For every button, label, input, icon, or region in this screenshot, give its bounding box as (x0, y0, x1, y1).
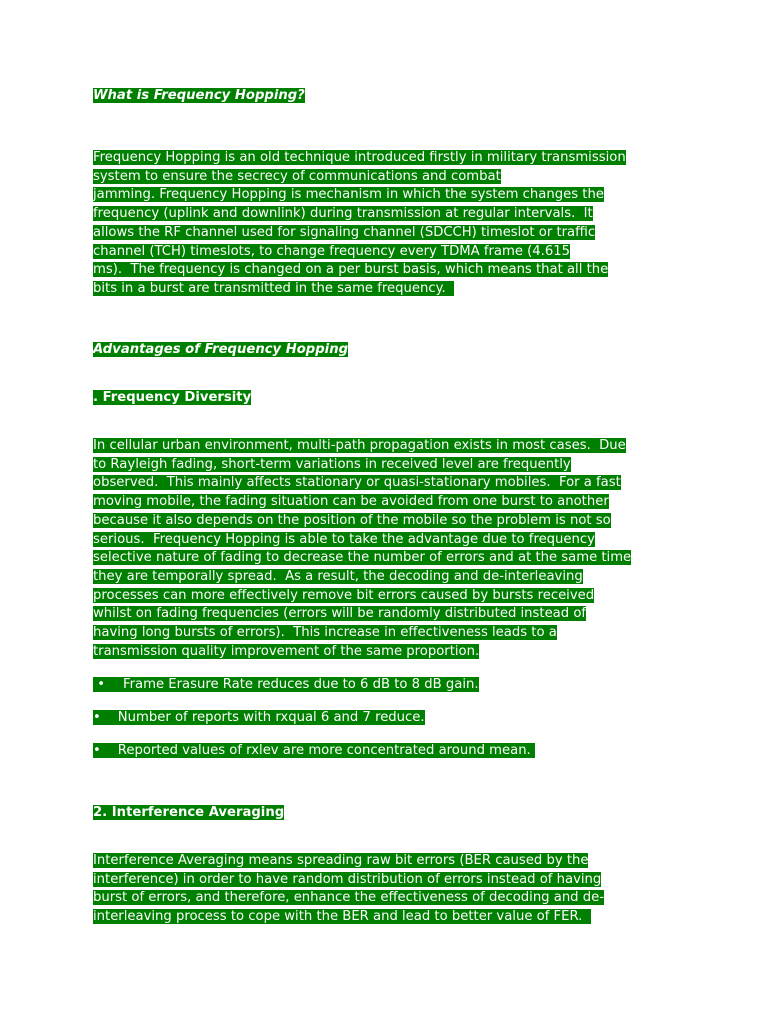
paragraph-line: they are temporally spread. As a result, the decoding and de-interleaving (93, 568, 583, 584)
paragraph-line: ms). The frequency is changed on a per burst basis, which means that all the (93, 262, 609, 278)
subheading-text: 2. Interference Averaging (93, 805, 285, 820)
paragraph-line: whilst on fading frequencies (errors will be randomly distributed instead of (93, 606, 587, 622)
subheading-text: . Frequency Diversity (93, 390, 252, 405)
bullet-icon: • (97, 677, 105, 692)
bullet-text: Reported values of rxlev are more concentrated around mean. (117, 743, 535, 758)
bullet-item (93, 676, 479, 695)
bullet-item (93, 709, 425, 728)
paragraph-line: to Rayleigh fading, short-term variations in received level are frequently (93, 456, 571, 472)
heading-text: Advantages of Frequency Hopping (93, 342, 349, 357)
heading-text: What is Frequency Hopping? (93, 88, 305, 103)
interference-paragraph (93, 852, 604, 927)
heading-advantages (93, 341, 348, 360)
bullet-item (93, 742, 535, 761)
paragraph-line: bits in a burst are transmitted in the same frequency. (93, 280, 455, 296)
bullet-icon: • (93, 710, 101, 725)
paragraph-line: selective nature of fading to decrease the number of errors and at the same time (93, 550, 632, 566)
paragraph-line: interleaving process to cope with the BER and lead to better value of FER. (93, 909, 591, 925)
bullet-text: Number of reports with rxqual 6 and 7 reduce. (117, 710, 425, 725)
paragraph-line: Frequency Hopping is an old technique introduced firstly in military transmission (93, 150, 626, 165)
bullet-icon: • (93, 743, 101, 758)
paragraph-line: processes can more effectively remove bit errors caused by bursts received (93, 587, 595, 603)
heading-what-is-frequency-hopping (93, 87, 305, 106)
paragraph-line: burst of errors, and therefore, enhance the effectiveness of decoding and de- (93, 890, 604, 906)
paragraph-line: allows the RF channel used for signaling channel (SDCCH) timeslot or traffic (93, 224, 596, 240)
intro-paragraph (93, 149, 626, 299)
subheading-frequency-diversity (93, 389, 251, 408)
paragraph-line: serious. Frequency Hopping is able to take the advantage due to frequency (93, 531, 595, 547)
paragraph-line: channel (TCH) timeslots, to change frequency every TDMA frame (4.615 (93, 243, 571, 259)
subheading-interference-averaging (93, 804, 284, 823)
paragraph-line: frequency (uplink and downlink) during transmission at regular intervals. It (93, 206, 593, 222)
paragraph-line: system to ensure the secrecy of communications and combat (93, 168, 501, 184)
paragraph-line: Interference Averaging means spreading raw bit errors (BER caused by the (93, 853, 589, 868)
paragraph-line: moving mobile, the fading situation can be avoided from one burst to another (93, 494, 609, 510)
paragraph-line: because it also depends on the position of the mobile so the problem is not so (93, 512, 611, 528)
diversity-paragraph (93, 437, 631, 661)
paragraph-line: In cellular urban environment, multi-path propagation exists in most cases. Due (93, 438, 626, 453)
paragraph-line: jamming. Frequency Hopping is mechanism in which the system changes the (93, 187, 604, 203)
paragraph-line: transmission quality improvement of the same proportion. (93, 643, 480, 659)
bullet-text: Frame Erasure Rate reduces due to 6 dB to 8 dB gain. (122, 677, 479, 692)
paragraph-line: interference) in order to have random distribution of errors instead of having (93, 871, 602, 887)
paragraph-line: having long bursts of errors). This increase in effectiveness leads to a (93, 625, 557, 641)
paragraph-line: observed. This mainly affects stationary or quasi-stationary mobiles. For a fast (93, 475, 621, 491)
